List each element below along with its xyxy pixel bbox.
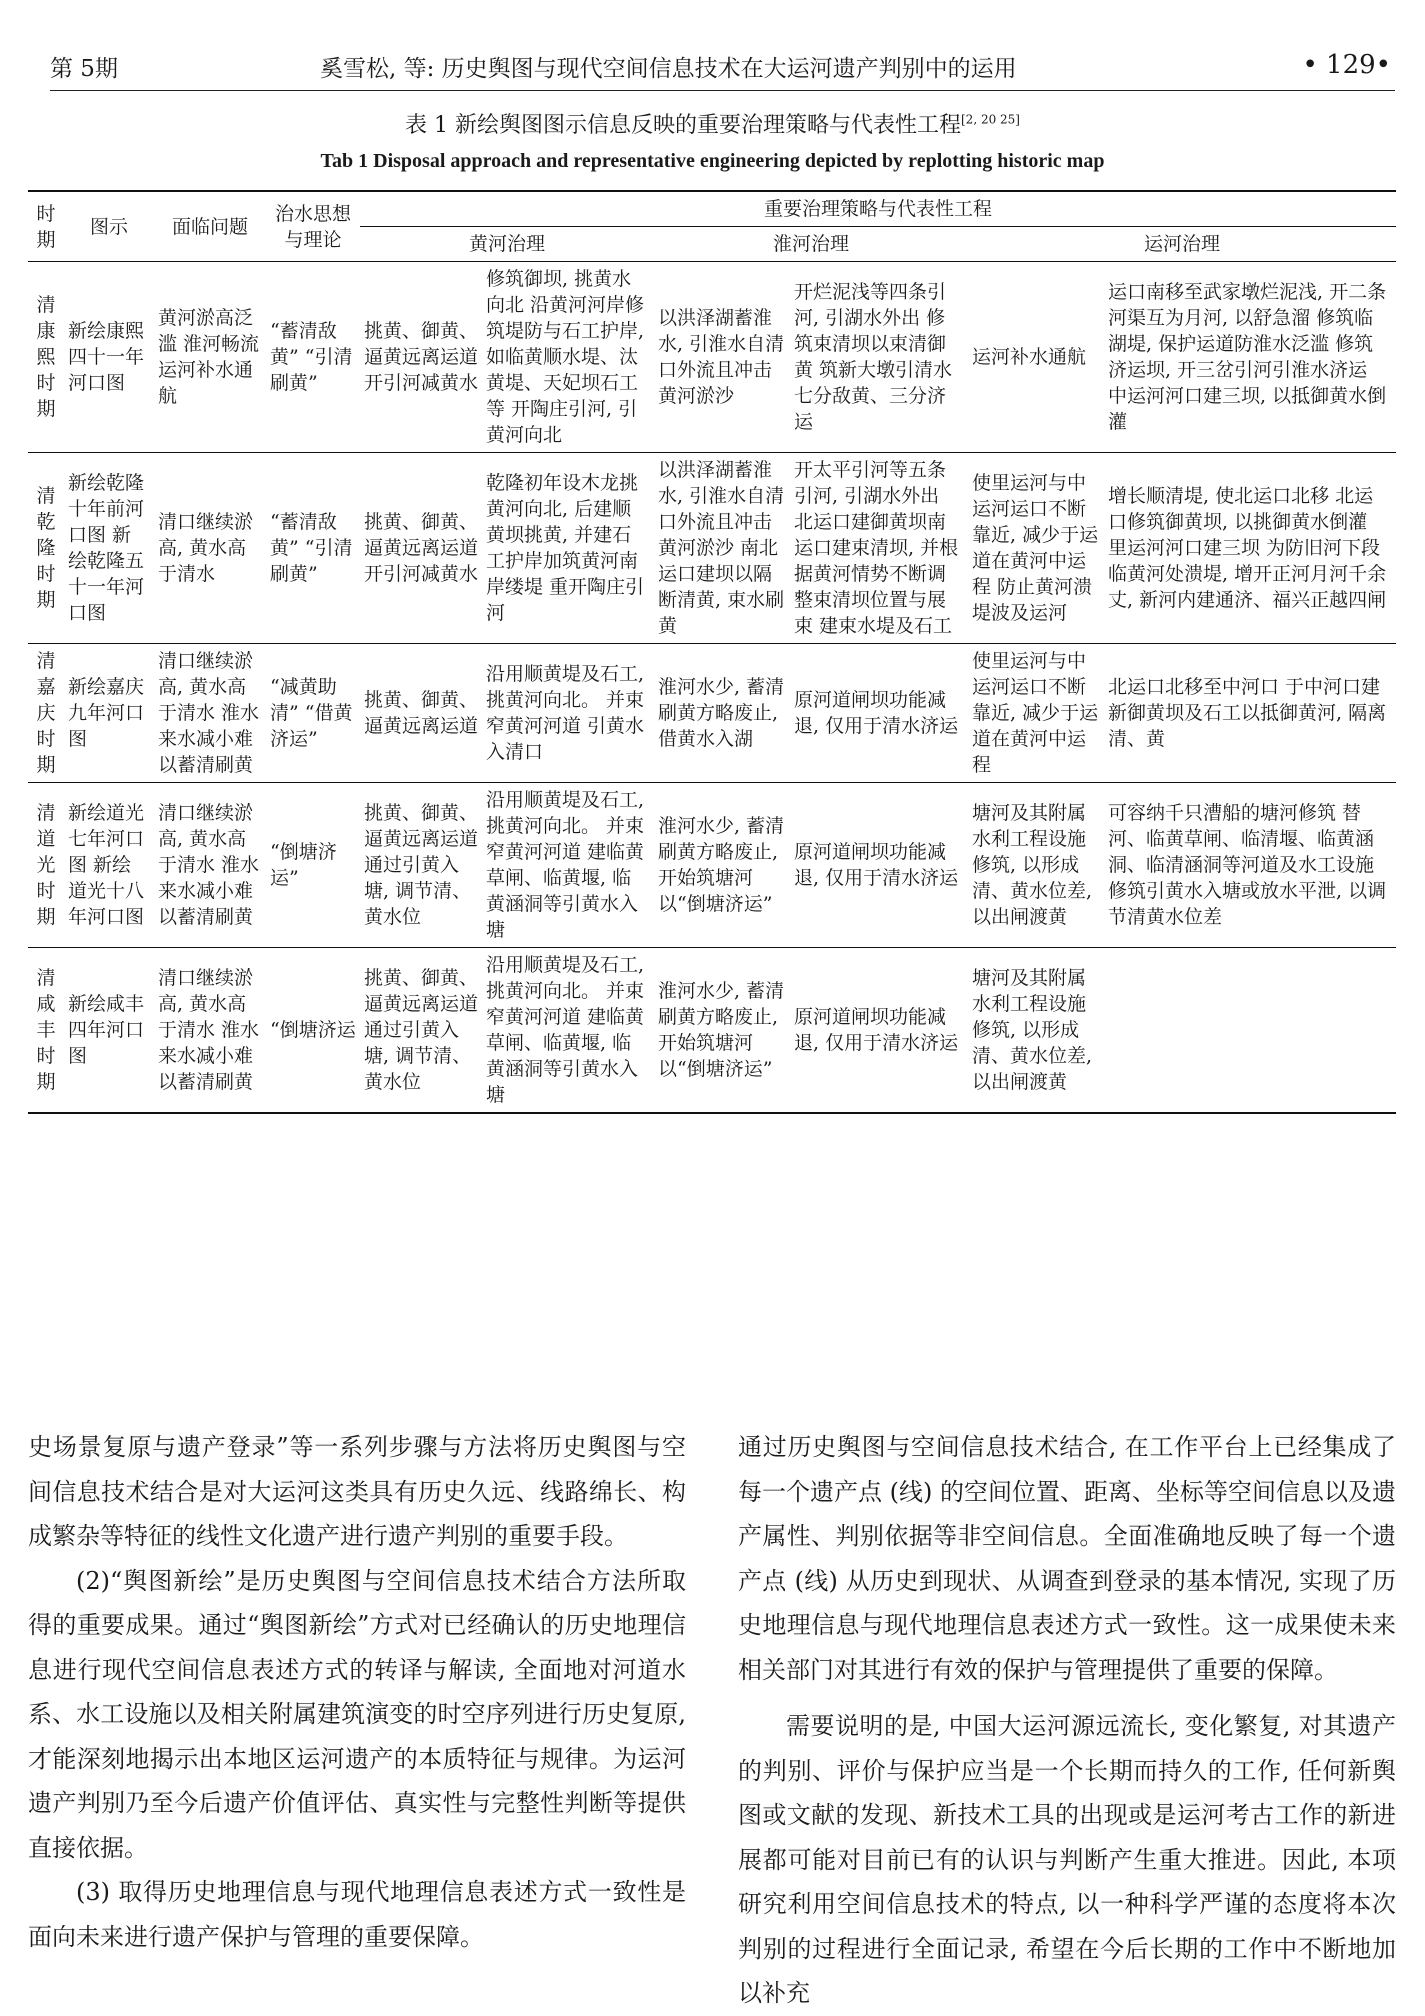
period-char: 期	[36, 589, 56, 611]
cell-c2: 增长顺清堤, 使北运口北移 北运口修筑御黄坝, 以挑御黄水倒灌 里运河河口建三坝 为防旧河下段临黄河处溃堤, 增开正河月河千余丈, 新河内建通济、福兴正越四闸	[1108, 485, 1387, 611]
cell-y1: 挑黄、御黄、逼黄远离运道 通过引黄入塘, 调节清、黄水位	[364, 967, 479, 1093]
cell-c2	[1104, 948, 1396, 1114]
table-row	[28, 783, 1396, 948]
body-paragraph: (3) 取得历史地理信息与现代地理信息表述方式一致性是面向未来进行遗产保护与管理的重要保障。	[28, 1878, 686, 1951]
cell-map: 新绘道光七年河口图 新绘道光十八年河口图	[68, 802, 145, 928]
period-char: 道	[36, 828, 56, 850]
period-char: 清	[36, 294, 56, 316]
period-char: 咸	[36, 993, 56, 1015]
table-row	[28, 262, 1396, 453]
period-char: 期	[36, 906, 56, 928]
cell-c2: 可容纳千只漕船的塘河修筑 替河、临黄草闸、临清堰、临黄涵洞、临清涵洞等河道及水工设施修筑引黄水入塘或放水平泄, 以调节清黄水位差	[1108, 802, 1387, 928]
cell-y1: 挑黄、御黄、逼黄远离运道 开引河减黄水	[364, 511, 479, 585]
period-char: 时	[36, 372, 56, 394]
table-row	[28, 453, 1396, 644]
cell-c1: 塘河及其附属水利工程设施修筑, 以形成清、黄水位差, 以出闸渡黄	[972, 802, 1093, 928]
issue-number: 第 5期	[50, 56, 118, 82]
period-char: 嘉	[36, 676, 56, 698]
running-header	[50, 46, 1395, 91]
body-paragraph: 史场景复原与遗产登录”等一系列步骤与方法将历史舆图与空间信息技术结合是对大运河这类具有历史久远、线路绵长、构成繁杂等特征的线性文化遗产进行遗产判别的重要手段。	[28, 1433, 686, 1550]
cell-y2: 沿用顺黄堤及石工, 挑黄河向北。 并束窄黄河河道 建临黄草闸、临黄堰, 临黄涵洞等引黄水入塘	[486, 789, 645, 941]
table-caption-en: Tab 1 Disposal approach and representative engineering depicted by replotting historic map	[320, 150, 1105, 172]
cell-y2: 沿用顺黄堤及石工, 挑黄河向北。 并束窄黄河河道 引黄水入清口	[486, 663, 645, 763]
header-group: 重要治理策略与代表性工程	[360, 191, 1396, 227]
cell-problem: 清口继续淤高, 黄水高于清水 淮水来水减小难以蓄清刷黄	[158, 650, 260, 776]
cell-y1: 挑黄、御黄、逼黄远离运道 开引河减黄水	[364, 320, 479, 394]
cell-h2: 开烂泥浅等四条引河, 引湖水外出 修筑束清坝以束清御黄 筑新大墩引清水七分敌黄、三分济运	[794, 281, 953, 433]
cell-problem: 黄河淤高泛滥 淮河畅流 运河补水通航	[158, 307, 260, 407]
cell-period	[28, 948, 64, 1114]
table-caption-cn	[0, 108, 1425, 139]
cell-map: 新绘咸丰四年河口图	[68, 993, 145, 1067]
header-canal: 运河治理	[968, 227, 1396, 262]
period-char: 清	[36, 650, 56, 672]
cell-map: 新绘乾隆十年前河口图 新绘乾隆五十一年河口图	[68, 472, 145, 624]
period-char: 光	[36, 854, 56, 876]
cell-h1: 淮河水少, 蓄清刷黄方略废止, 借黄水入湖	[658, 676, 785, 750]
period-char: 时	[36, 1045, 56, 1067]
period-char: 隆	[36, 537, 56, 559]
period-char: 庆	[36, 702, 56, 724]
cell-period	[28, 453, 64, 644]
cell-thought: “倒塘济运	[270, 1019, 356, 1041]
cell-c1: 塘河及其附属水利工程设施修筑, 以形成清、黄水位差, 以出闸渡黄	[972, 967, 1093, 1093]
cell-map: 新绘嘉庆九年河口图	[68, 676, 145, 750]
cell-y1: 挑黄、御黄、逼黄远离运道 通过引黄入塘, 调节清、黄水位	[364, 802, 479, 928]
cell-problem: 清口继续淤高, 黄水高于清水	[158, 511, 254, 585]
cell-y1: 挑黄、御黄、逼黄远离运道	[364, 689, 479, 737]
cell-period	[28, 262, 64, 453]
table-row	[28, 644, 1396, 783]
cell-map: 新绘康熙四十一年河口图	[68, 320, 145, 394]
header-thought: 治水思想与理论	[266, 191, 360, 262]
cell-h2: 开太平引河等五条引河, 引湖水外出 北运口建御黄坝南运口建束清坝, 并根据黄河情势不断调整束清坝位置与展束 建束水堤及石工	[794, 459, 959, 637]
page-number: • 129•	[1302, 50, 1391, 80]
period-char: 期	[36, 398, 56, 420]
header-huai-river: 淮河治理	[654, 227, 968, 262]
cell-h2: 原河道闸坝功能减退, 仅用于清水济运	[794, 1006, 959, 1054]
table-body	[28, 262, 1396, 1114]
body-paragraph: 通过历史舆图与空间信息技术结合, 在工作平台上已经集成了每一个遗产点 (线) 的空间位置、距离、坐标等空间信息以及遗产属性、判别依据等非空间信息。全面准确地反映了每一个遗产点 (线) 从历史到现状、从调查到登录的基本情况, 实现了历史地理信息与现代地理信息表述方式一致性。这一成果使未来相关部门对其进行有效的保护与管理提供了重要的保障。	[738, 1433, 1396, 1684]
period-char: 康	[36, 320, 56, 342]
cell-h1: 淮河水少, 蓄清刷黄方略废止, 开始筑塘河以“倒塘济运”	[658, 980, 785, 1080]
strategy-table	[28, 190, 1396, 1114]
period-char: 清	[36, 802, 56, 824]
body-column-right	[738, 1425, 1396, 2016]
cell-h1: 以洪泽湖蓄淮水, 引淮水自清口外流且冲击黄河淤沙	[658, 307, 785, 407]
cell-h1: 以洪泽湖蓄淮水, 引淮水自清口外流且冲击黄河淤沙 南北运口建坝以隔断清黄, 束水刷黄	[658, 459, 785, 637]
period-char: 清	[36, 967, 56, 989]
cell-problem: 清口继续淤高, 黄水高于清水 淮水来水减小难以蓄清刷黄	[158, 967, 260, 1093]
body-paragraph: 需要说明的是, 中国大运河源远流长, 变化繁复, 对其遗产的判别、评价与保护应当是一个长期而持久的工作, 任何新舆图或文献的发现、新技术工具的出现或是运河考古工作的新进展都可能对目前已有的认识与判断产生重大推进。因此, 本项研究利用空间信息技术的特点, 以一种科学严谨的态度将本次判别的过程进行全面记录, 希望在今后长期的工作中不断地加以补充	[738, 1712, 1396, 2007]
cell-y2: 沿用顺黄堤及石工, 挑黄河向北。 并束窄黄河河道 建临黄草闸、临黄堰, 临黄涵洞等引黄水入塘	[486, 954, 645, 1106]
cell-y2: 修筑御坝, 挑黄水向北 沿黄河河岸修筑堤防与石工护岸, 如临黄顺水堤、汰黄堤、天妃坝石工等 开陶庄引河, 引黄河向北	[486, 268, 645, 446]
body-column-left	[28, 1425, 686, 1959]
cell-period	[28, 644, 64, 783]
header-period: 时期	[28, 191, 64, 262]
header-map: 图示	[64, 191, 154, 262]
cell-problem: 清口继续淤高, 黄水高于清水 淮水来水减小难以蓄清刷黄	[158, 802, 260, 928]
table-row	[28, 948, 1396, 1114]
running-title: 奚雪松, 等: 历史舆图与现代空间信息技术在大运河遗产判别中的运用	[320, 56, 1017, 82]
cell-period	[28, 783, 64, 948]
cell-h1: 淮河水少, 蓄清刷黄方略废止, 开始筑塘河以“倒塘济运”	[658, 815, 785, 915]
body-paragraph: (2)“舆图新绘”是历史舆图与空间信息技术结合方法所取得的重要成果。通过“舆图新绘”方式对已经确认的历史地理信息进行现代空间信息表述方式的转译与解读, 全面地对河道水系、水工设施以及相关附属建筑演变的时空序列进行历史复原, 才能深刻地揭示出本地区运河遗产的本质特征与规律。为运河遗产判别乃至今后遗产价值评估、真实性与完整性判断等提供直接依据。	[28, 1566, 686, 1862]
cell-c1: 使里运河与中运河运口不断靠近, 减少于运道在黄河中运程	[972, 650, 1099, 776]
cell-thought: “减黄助清” “借黄济运”	[270, 676, 353, 750]
cell-h2: 原河道闸坝功能减退, 仅用于清水济运	[794, 841, 959, 889]
cell-y2: 乾隆初年设木龙挑黄河向北, 后建顺黄坝挑黄, 并建石工护岸加筑黄河南岸缕堤 重开陶庄引河	[486, 472, 645, 624]
header-yellow-river: 黄河治理	[360, 227, 654, 262]
period-char: 乾	[36, 511, 56, 533]
table-caption-cn-text: 表 1 新绘舆图图示信息反映的重要治理策略与代表性工程	[405, 113, 961, 138]
period-char: 清	[36, 485, 56, 507]
cell-thought: “蓄清敌黄” “引清刷黄”	[270, 511, 353, 585]
period-char: 熙	[36, 346, 56, 368]
header-problem: 面临问题	[154, 191, 266, 262]
table-container	[28, 190, 1396, 1114]
period-char: 期	[36, 754, 56, 776]
cell-c1: 使里运河与中运河运口不断靠近, 减少于运道在黄河中运程 防止黄河溃堤波及运河	[972, 472, 1099, 624]
period-char: 期	[36, 1071, 56, 1093]
cell-c1: 运河补水通航	[972, 346, 1087, 368]
cell-thought: “倒塘济运”	[270, 841, 337, 889]
period-char: 时	[36, 728, 56, 750]
period-char: 时	[36, 563, 56, 585]
cell-c2: 北运口北移至中河口 于中河口建新御黄坝及石工以抵御黄河, 隔离清、黄	[1108, 676, 1387, 750]
table-caption-ref: [2, 20 25]	[961, 112, 1020, 127]
cell-c2: 运口南移至武家墩烂泥浅, 开二条河渠互为月河, 以舒急溜 修筑临湖堤, 保护运道防淮水泛滥 修筑济运坝, 开三岔引河引淮水济运 中运河河口建三坝, 以抵御黄水倒灌	[1108, 281, 1387, 433]
cell-thought: “蓄清敌黄” “引清刷黄”	[270, 320, 353, 394]
period-char: 时	[36, 880, 56, 902]
period-char: 丰	[36, 1019, 56, 1041]
cell-h2: 原河道闸坝功能减退, 仅用于清水济运	[794, 689, 959, 737]
